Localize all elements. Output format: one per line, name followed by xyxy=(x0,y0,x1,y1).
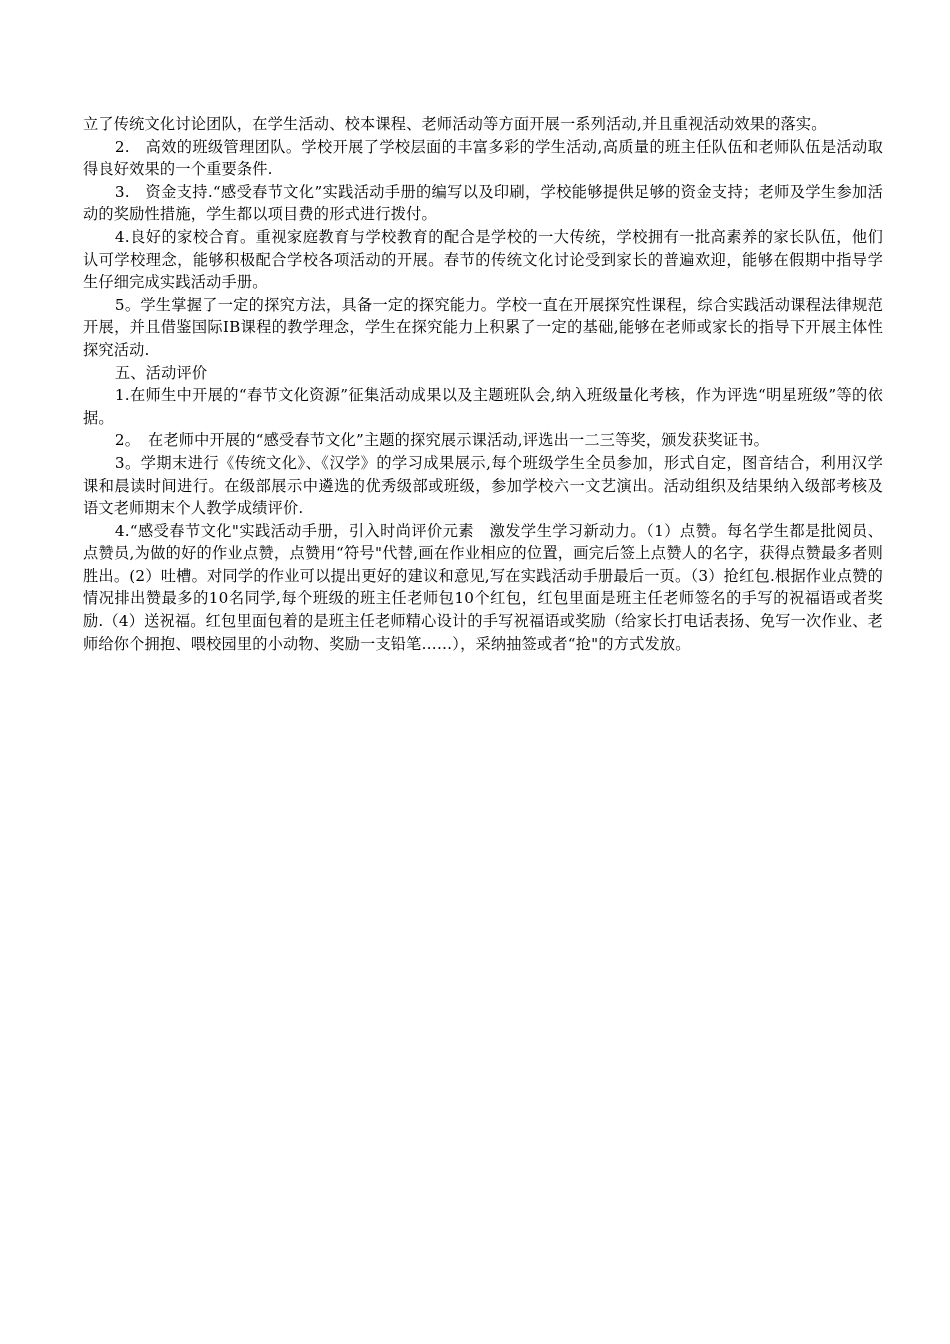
paragraph-1: 立了传统文化讨论团队，在学生活动、校本课程、老师活动等方面开展一系列活动,并且重视活动效果的落实。 xyxy=(83,115,827,133)
paragraph-7: 1.在师生中开展的“春节文化资源”征集活动成果以及主题班队会,纳入班级量化考核，作为评选“明星班级”等的依据。 xyxy=(83,386,883,427)
paragraph-4: 4.良好的家校合育。重视家庭教育与学校教育的配合是学校的一大传统，学校拥有一批高素养的家长队伍，他们认可学校理念，能够积极配合学校各项活动的开展。春节的传统文化讨论受到家长的普遍欢迎，能够在假期中指导学生仔细完成实践活动手册。 xyxy=(83,227,883,292)
paragraph-8: 2。 在老师中开展的“感受春节文化”主题的探究展示课活动,评选出一二三等奖，颁发获奖证书。 xyxy=(114,431,770,450)
paragraph-9: 3。学期末进行《传统文化》、《汉学》的学习成果展示,每个班级学生全员参加，形式自定，图音结合，利用汉学课和晨读时间进行。在级部展示中遴选的优秀级部或班级，参加学校六一文艺演出。活动组织及结果纳入级部考核及语文老师期末个人教学成绩评价. xyxy=(83,453,883,518)
paragraph-10: 4.“感受春节文化"实践活动手册，引入时尚评价元素 激发学生学习新动力。（1）点赞。每名学生都是批阅员、点赞员,为做的好的作业点赞，点赞用“符号"代替,画在作业相应的位置，画完后签上点赞人的名字，获得点赞最多者则胜出。(2）吐槽。对同学的作业可以提出更好的建议和意见,写在实践活动手册最后一页。（3）抢红包.根据作业点赞的情况排出赞最多的10名同学,每个班级的班主任老师包10个红包，红包里面是班主任老师签名的手写的祝福语或者奖励.（4）送祝福。红包里面包着的是班主任老师精心设计的手写祝福语或奖励（给家长打电话表扬、免写一次作业、老师给你个拥抱、喂校园里的小动物、奖励一支铅笔……），采纳抽签或者“抢"的方式发放。 xyxy=(83,521,883,653)
section-heading-evaluation: 五、活动评价 xyxy=(114,363,208,382)
document-page xyxy=(83,113,883,655)
paragraph-5: 5。学生掌握了一定的探究方法，具备一定的探究能力。学校一直在开展探究性课程，综合实践活动课程法律规范开展，并且借鉴国际IB课程的教学理念，学生在探究能力上积累了一定的基础,能够在老师或家长的指导下开展主体性探究活动. xyxy=(83,295,883,359)
paragraph-2: 2. 高效的班级管理团队。学校开展了学校层面的丰富多彩的学生活动,高质量的班主任队伍和老师队伍是活动取得良好效果的一个重要条件. xyxy=(83,137,883,179)
paragraph-3: 3. 资金支持.“感受春节文化”实践活动手册的编写以及印刷，学校能够提供足够的资金支持；老师及学生参加活动的奖励性措施，学生都以项目费的形式进行拨付。 xyxy=(83,182,883,224)
